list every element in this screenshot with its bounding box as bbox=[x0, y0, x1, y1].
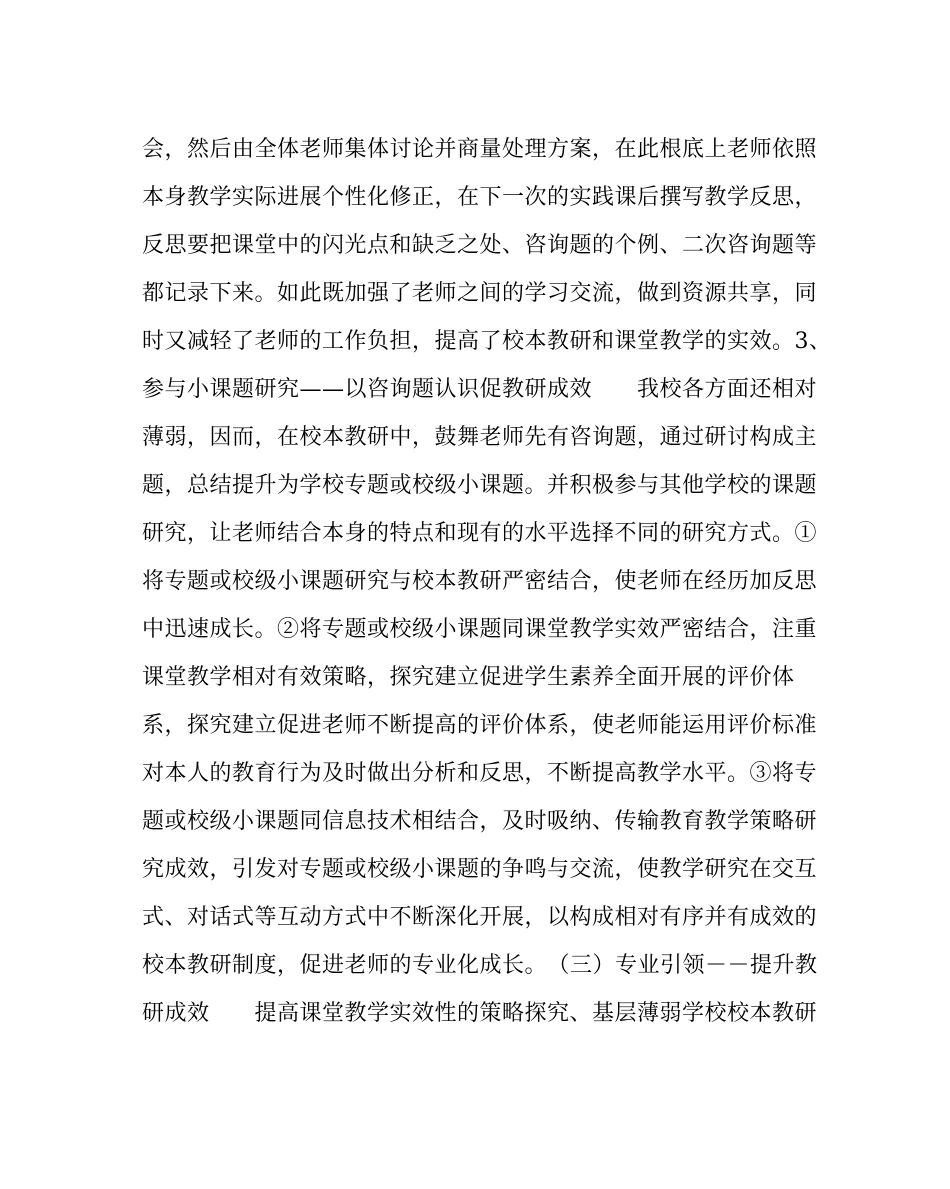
text-line: 反思要把课堂中的闪光点和缺乏之处、咨询题的个例、二次咨询题等 bbox=[142, 233, 818, 258]
text-line: 对本人的教育行为及时做出分析和反思，不断提高教学水平。③将专 bbox=[142, 761, 818, 786]
text-line: 本身教学实际进展个性化修正，在下一次的实践课后撰写教学反思， bbox=[142, 185, 818, 210]
text-line: 会，然后由全体老师集体讨论并商量处理方案，在此根底上老师依照 bbox=[142, 137, 818, 162]
text-line: 薄弱，因而，在校本教研中，鼓舞老师先有咨询题，通过研讨构成主 bbox=[142, 425, 818, 450]
text-line: 研成效 提高课堂教学实效性的策略探究、基层薄弱学校校本教研 bbox=[142, 1001, 818, 1026]
text-line: 校本教研制度，促进老师的专业化成长。 （三）专业引领－－提升教 bbox=[142, 953, 818, 978]
text-line: 参与小课题研究——以咨询题认识促教研成效 我校各方面还相对 bbox=[142, 377, 818, 402]
body-text bbox=[142, 126, 832, 1038]
text-line: 研究，让老师结合本身的特点和现有的水平选择不同的研究方式。① bbox=[142, 521, 818, 546]
text-line: 题，总结提升为学校专题或校级小课题。并积极参与其他学校的课题 bbox=[142, 473, 818, 498]
text-line: 都记录下来。如此既加强了老师之间的学习交流，做到资源共享，同 bbox=[142, 281, 818, 306]
text-line: 中迅速成长。②将专题或校级小课题同课堂教学实效严密结合，注重 bbox=[142, 617, 818, 642]
text-line: 将专题或校级小课题研究与校本教研严密结合，使老师在经历加反思 bbox=[142, 569, 818, 594]
text-line: 究成效，引发对专题或校级小课题的争鸣与交流，使教学研究在交互 bbox=[142, 857, 818, 882]
text-line: 课堂教学相对有效策略，探究建立促进学生素养全面开展的评价体 bbox=[142, 665, 795, 690]
text-line: 式、对话式等互动方式中不断深化开展，以构成相对有序并有成效的 bbox=[142, 905, 818, 930]
text-line: 时又减轻了老师的工作负担，提高了校本教研和课堂教学的实效。3、 bbox=[142, 329, 832, 354]
text-line: 题或校级小课题同信息技术相结合，及时吸纳、传输教育教学策略研 bbox=[142, 809, 818, 834]
text-line: 系，探究建立促进老师不断提高的评价体系，使老师能运用评价标准 bbox=[142, 713, 818, 738]
